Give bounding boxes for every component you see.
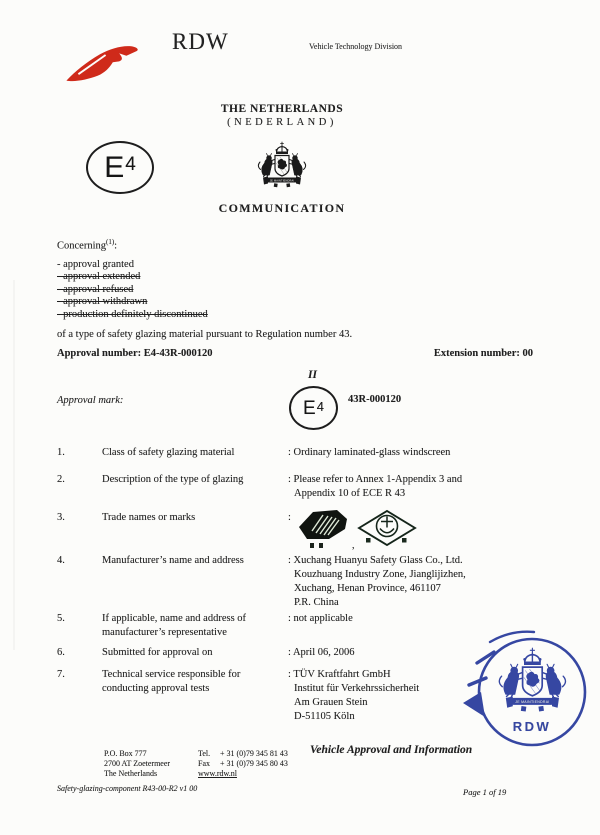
division-label: Vehicle Technology Division: [309, 42, 403, 51]
item-no: 1.: [57, 447, 65, 458]
e4-digit: 4: [125, 154, 136, 175]
rdw-blue-stamp: [462, 628, 594, 752]
e4-letter: E: [104, 150, 125, 184]
item-label: Description of the type of glazing: [102, 474, 244, 485]
doc-heading: COMMUNICATION: [218, 201, 346, 215]
e4-approval-mark: [86, 141, 154, 194]
option-approval-withdrawn: - approval withdrawn: [57, 296, 148, 307]
page-indicator: Page 1 of 19: [463, 787, 507, 797]
footer-address: P.O. Box 777 2700 AT Zoetermeer The Netherlands: [104, 749, 171, 778]
item-label: Trade names or marks: [102, 512, 196, 523]
footnote-ref: (1): [106, 238, 115, 246]
gem-logo: [299, 510, 347, 548]
document-reference: Safety-glazing-component R43-00-R2 v1 00: [57, 784, 198, 793]
item-label: Class of safety glazing material: [102, 447, 235, 458]
trade-marks-cell: : ,: [288, 511, 551, 554]
item-no: 4.: [57, 555, 65, 566]
svg-text:,: ,: [351, 540, 355, 551]
item-row-4: [57, 554, 551, 610]
footer-tagline: Vehicle Approval and Information: [310, 744, 473, 756]
item-no: 5.: [57, 613, 65, 624]
brand-wordmark: RDW: [172, 29, 229, 54]
item-value: : TÜV Kraftfahrt GmbH Institut für Verkehrssicherheit Am Grauen Stein D-51105 Köln: [288, 669, 420, 722]
scan-artifact: [13, 280, 15, 650]
option-production-discontinued: - production definitely discontinued: [57, 308, 208, 320]
country-native-title: (NEDERLAND): [227, 117, 337, 128]
item-value: : Xuchang Huanyu Safety Glass Co., Ltd. Kouzhuang Industry Zone, Jianglijizhen, Xuchang, Henan Province, 461107 P.R. China: [288, 555, 466, 608]
item-row-3: [57, 511, 551, 554]
item-no: 3.: [57, 512, 65, 523]
dutch-coat-of-arms: [251, 138, 313, 193]
trade-mark-logos: [297, 507, 417, 554]
concerning-section: [57, 236, 537, 341]
website-link: www.rdw.nl: [198, 769, 237, 778]
item-label: Manufacturer’s name and address: [102, 555, 244, 566]
diamond-logo: [359, 511, 415, 545]
approval-number: Approval number: E4-43R-000120: [57, 348, 213, 359]
item-row-1: [57, 446, 551, 460]
item-label: If applicable, name and address of manufacturer’s representative: [102, 613, 247, 638]
approval-mark-label: Approval mark:: [57, 395, 124, 406]
option-approval-extended: - approval extended: [57, 271, 141, 282]
stamp-label: RDW: [512, 719, 552, 734]
country-title: THE NETHERLANDS: [220, 103, 344, 115]
item-label: Technical service responsible for conducting approval tests: [102, 669, 241, 694]
approval-mark-number: 43R-000120: [348, 394, 402, 405]
option-approval-refused: - approval refused: [57, 283, 134, 295]
subject-line: of a type of safety glazing material pursuant to Regulation number 43.: [57, 329, 353, 340]
concerning-heading: Concerning$^{(1)}$:: [57, 238, 118, 252]
item-label: Submitted for approval on: [102, 647, 213, 658]
item-value: : Ordinary laminated-glass windscreen: [288, 447, 451, 458]
item-value: : not applicable: [288, 613, 353, 624]
rdw-wing-logo: [64, 38, 144, 88]
item-row-2: [57, 473, 551, 501]
item-no: 6.: [57, 647, 65, 658]
item-value: : Please refer to Annex 1-Appendix 3 and Appendix 10 of ECE R 43: [288, 474, 463, 499]
approval-number-row: [57, 348, 533, 359]
glazing-class-roman: II: [308, 369, 317, 381]
item-no: 7.: [57, 669, 65, 680]
footer-contacts: Tel. + 31 (0)79 345 81 43 Fax + 31 (0)79 345 80 43 www.rdw.nl: [198, 749, 288, 778]
item-value: : April 06, 2006: [288, 647, 355, 658]
option-approval-granted: - approval granted: [57, 258, 134, 270]
concerning-options: [57, 259, 537, 322]
item-no: 2.: [57, 474, 65, 485]
extension-number: Extension number: 00: [433, 348, 533, 359]
e4-mark-small: E 4: [289, 386, 338, 430]
